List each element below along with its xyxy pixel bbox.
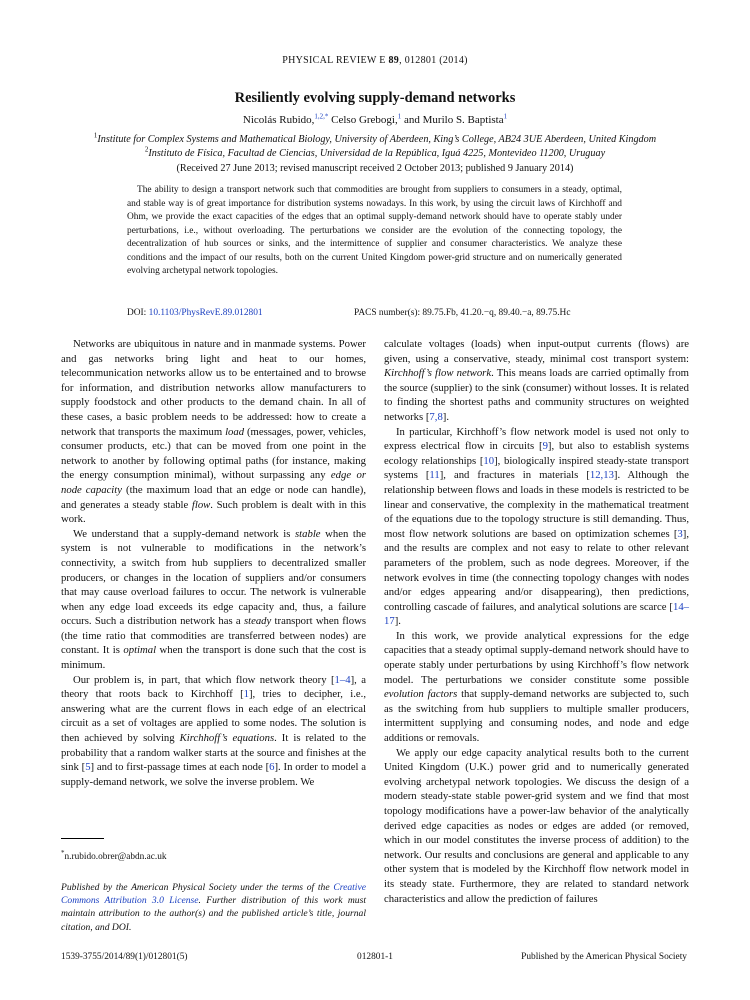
affiliation-2: $^2$Instituto de Física, Facultad de Ciencias, Universidad de la República, Iguá 4225, Montevideo 11200, Uruguay bbox=[144, 145, 606, 159]
doi-pacs-line: DOI: 10.1103/PhysRevE.89.012801 PACS number(s): 89.75.Fb, 41.20.−q, 89.40.−a, 89.75.Hc bbox=[127, 308, 571, 318]
received-dates: (Received 27 June 2013; revised manuscript received 2 October 2013; published 9 January 2014) bbox=[176, 163, 574, 174]
right-column bbox=[384, 337, 689, 906]
paragraph: In this work, we provide analytical expressions for the edge capacities that a steady optimal supply-demand network should have to operate stably under perturbations by using Kirchhoff’s flow network model. The perturbations we consider constitute some possible evolution factors that supply-demand networks are subjected to, such as the switching from hub suppliers to multiple smaller producers, intermittent supplying and consuming nodes, and node and edge additions or removals. bbox=[384, 629, 689, 745]
journal-header: PHYSICAL REVIEW E 89, 012801 (2014) bbox=[282, 55, 468, 66]
footer-page-number: 012801-1 bbox=[357, 952, 393, 962]
paragraph: Networks are ubiquitous in nature and in manmade systems. Power and gas networks bring light and heat to our homes, telecommunication networks allow us to be entertained and to browse for information, and distribution networks allow manufacturers to supply foodstock and other products to the demand chain. In all of these cases, a basic problem needs to be addressed: how to create a network that transports the maximum load (messages, power, vehicles, consumer products, etc.) that can be moved from one point in the network to another by following optimal paths (for instance, making the energy consumption minimal), without surpassing any edge or node capacity (the maximum load that an edge or node can handle), and generates a steady stable flow. Such problem is dealt with in this work. bbox=[61, 338, 366, 526]
pacs-numbers: PACS number(s): 89.75.Fb, 41.20.−q, 89.40.−a, 89.75.Hc bbox=[354, 308, 571, 318]
footer-issn: 1539-3755/2014/89(1)/012801(5) bbox=[61, 952, 188, 962]
citation-link[interactable]: 5 bbox=[85, 761, 91, 774]
affiliation-1: $^1$Institute for Complex Systems and Mathematical Biology, University of Aberdeen, King’s College, AB24 3UE Aberdeen, United Kingdom bbox=[93, 131, 657, 145]
citation-link[interactable]: 9 bbox=[542, 440, 548, 453]
citation-link[interactable]: 14–17 bbox=[384, 600, 689, 628]
citation-link[interactable]: 11 bbox=[429, 469, 440, 482]
corresponding-email: *n.rubido.obrer@abdn.ac.uk bbox=[61, 848, 167, 862]
abstract: The ability to design a transport network such that commodities are brought from suppliers to consumers in a steady, optimal, and stable way is of great importance for distribution systems nowadays. In this work, by using the circuit laws of Kirchhoff and Ohm, we provide the exact capacities of the edges that an optimal supply-demand network should have to operate stably under perturbations, i.e., without overloading. The perturbations we consider are the evolution of the connecting topology, the decentralization of hub sources or sinks, and the intermittence of supplier and consumer characteristics. We analyze these conditions and the impact of our results, both on the current United Kingdom power-grid structure and on numerically generated evolving archetypal network topologies. bbox=[127, 185, 622, 276]
footnote-rule bbox=[61, 838, 104, 839]
citation-link[interactable]: 12,13 bbox=[589, 469, 614, 482]
paragraph: We apply our edge capacity analytical results both to the current United Kingdom (U.K.) power grid and to numerically generated evolving archetypal network topologies. We discuss the design of a modern steady-state stable power-grid system and we find that most topology modifications have a power-law behavior of the analytically derived edge capacities as nodes or edges are added (or removed, which in our model constitutes the inverse process of addition) to the network. Our results and conclusions are general and applicable to any other system that is modeled by the Kirchhoff flow network model in its steady state. Furthermore, they are related to standard network characteristics and allow the prediction of failures bbox=[384, 746, 689, 905]
paragraph: Our problem is, in part, that which flow network theory [1–4], a theory that roots back to Kirchhoff [1], tries to decipher, i.e., answering what are the current flows in each edge of an electrical circuit as a set of voltages are applied to some nodes. The solution is then achieved by solving Kirchhoff’s equations. It is related to the probability that a random walker starts at the source and finishes at the sink [5] and to first-passage times at each node [6]. In order to model a supply-demand network, we solve the inverse problem. We bbox=[61, 673, 367, 788]
citation-link[interactable]: 1 bbox=[243, 688, 249, 701]
doi-link[interactable]: 10.1103/PhysRevE.89.012801 bbox=[148, 308, 263, 318]
paragraph: In particular, Kirchhoff’s flow network model is used not only to express electrical flow in circuits [9], but also to establish systems ecology relationships [10], biologically inspired steady-state transport systems [11], and fractures in materials [12,13]. Although the relationship between flows and loads in these models is restricted to be linear and conservative, the complexity in the mathematical treatment of the equations due to the topology structure is still demanding. Thus, most flow network solutions are based on optimization schemes [3], and the results are complex and not easy to relate to other relevant parameters of the problem, such as node degrees. Moreover, if the network evolves in time (the connecting topology changes with nodes and/or edges appearing and/or disappearing), then predictions, controlling cascade of failures, and analytical solutions are scarce [14–17]. bbox=[384, 425, 689, 628]
citation-link[interactable]: 3 bbox=[677, 527, 683, 540]
footer-publisher: Published by the American Physical Society bbox=[521, 952, 687, 962]
citation-link[interactable]: 10 bbox=[483, 454, 495, 467]
paragraph: We understand that a supply-demand network is stable when the system is not vulnerable to modifications in the network’s connectivity, a switch from hub suppliers to decentralized smaller producers, or changes in the location of suppliers and/or consumers that may cause overload failures to occur. The network is vulnerable when any edge load exceeds its edge capacity and, thus, a failure occurs. Such a distribution network has a steady transport when flows (the time ratio that commodities are transferred between nodes) are constant. It is optimal when the transport is done such that the cost is minimum. bbox=[61, 527, 366, 672]
left-column bbox=[61, 337, 366, 789]
paragraph: calculate voltages (loads) when input-output currents (flows) are given, using a conservative, steady, minimal cost transport system: Kirchhoff’s flow network. This means loads are carried optimally from the source (supplier) to the sink (consumer) without losses. It is related to finding the shortest paths and community structures on weighted networks [7,8]. bbox=[384, 338, 689, 423]
citation-link[interactable]: 7,8 bbox=[429, 410, 443, 423]
author-list: Nicolás Rubido,$^{1,2,*}$ Celso Grebogi,$^1$ and Murilo S. Baptista$^1$ bbox=[242, 112, 508, 126]
paper-title: Resiliently evolving supply-demand networks bbox=[234, 90, 516, 106]
citation-link[interactable]: 6 bbox=[269, 761, 275, 774]
license-link[interactable]: Creative Commons Attribution 3.0 License bbox=[61, 882, 366, 907]
license-notice: Published by the American Physical Society under the terms of the Creative Commons Attribution 3.0 License. Further distribution of this work must maintain attribution to the author(s) and the published article’s title, journal citation, and DOI. bbox=[61, 882, 366, 933]
citation-link[interactable]: 1–4 bbox=[334, 673, 351, 686]
